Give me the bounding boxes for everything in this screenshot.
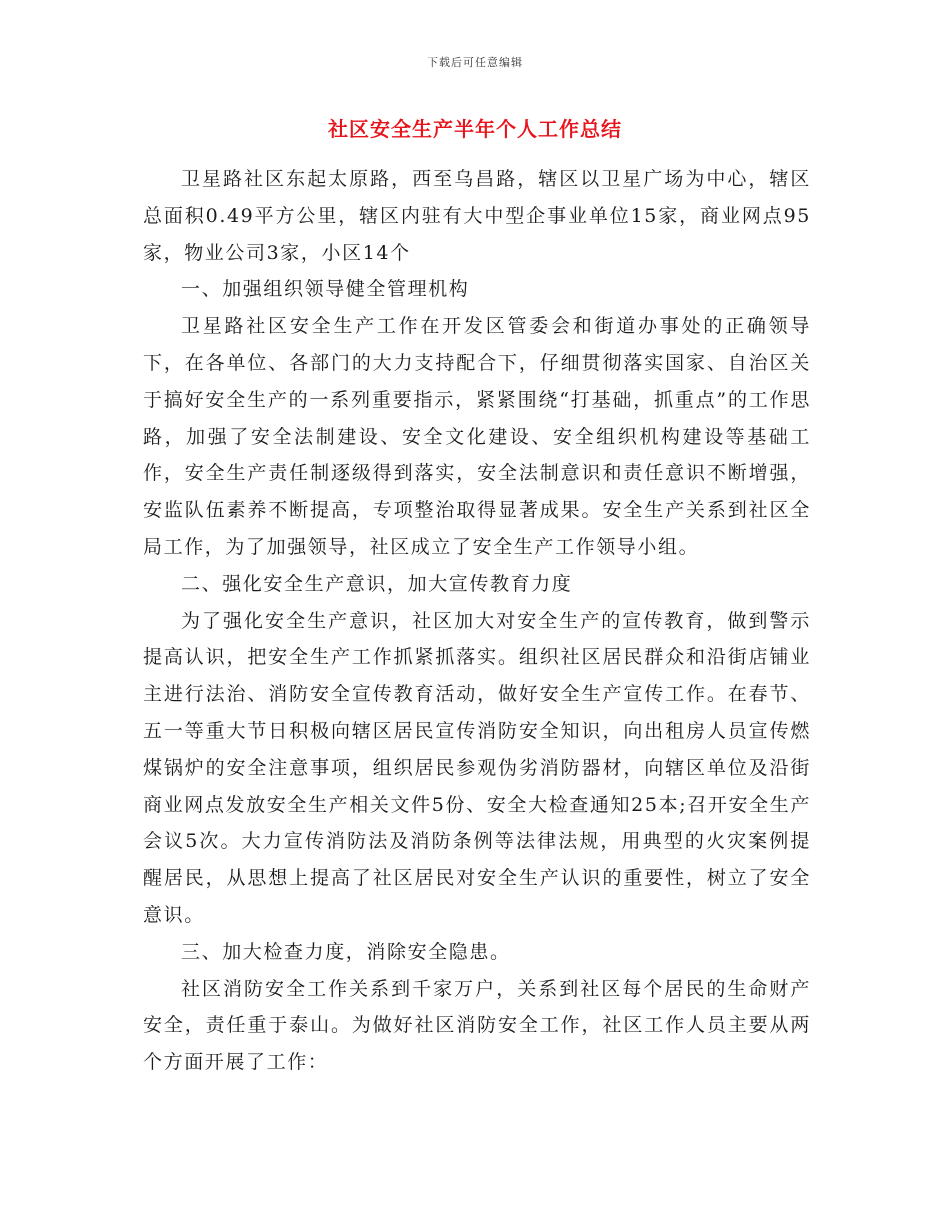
document-body: [143, 161, 811, 1081]
page-header-note: 下载后可任意编辑: [427, 56, 523, 69]
paragraph-intro: 卫星路社区东起太原路，西至乌昌路，辖区以卫星广场为中心，辖区总面积0.49平方公里，辖区内驻有大中型企事业单位15家，商业网点95家，物业公司3家，小区14个: [143, 168, 811, 264]
section-heading-1: 一、加强组织领导健全管理机构: [181, 278, 470, 301]
document-title: 社区安全生产半年个人工作总结: [328, 117, 622, 141]
section-heading-3: 三、加大检查力度，消除安全隐患。: [181, 940, 511, 963]
paragraph-section-2: 为了强化安全生产意识，社区加大对安全生产的宣传教育，做到警示提高认识，把安全生产工作抓紧抓落实。组织社区居民群众和沿街店铺业主进行法治、消防安全宣传教育活动，做好安全生产宣传工作。在春节、五一等重大节日积极向辖区居民宣传消防安全知识，向出租房人员宣传燃煤锅炉的安全注意事项，组织居民参观伪劣消防器材，向辖区单位及沿街商业网点发放安全生产相关文件5份、安全大检查通知25本;召开安全生产会议5次。大力宣传消防法及消防条例等法律法规，用典型的火灾案例提醒居民，从思想上提高了社区居民对安全生产认识的重要性，树立了安全意识。: [143, 609, 811, 926]
section-heading-2: 二、强化安全生产意识，加大宣传教育力度: [181, 572, 573, 595]
paragraph-section-1: 卫星路社区安全生产工作在开发区管委会和街道办事处的正确领导下，在各单位、各部门的大力支持配合下，仔细贯彻落实国家、自治区关于搞好安全生产的一系列重要指示，紧紧围绕“打基础，抓重点”的工作思路，加强了安全法制建设、安全文化建设、安全组织机构建设等基础工作，安全生产责任制逐级得到落实，安全法制意识和责任意识不断增强，安监队伍素养不断提高，专项整治取得显著成果。安全生产关系到社区全局工作，为了加强领导，社区成立了安全生产工作领导小组。: [143, 315, 811, 558]
paragraph-section-3: 社区消防安全工作关系到千家万户，关系到社区每个居民的生命财产安全，责任重于泰山。为做好社区消防安全工作，社区工作人员主要从两个方面开展了工作：: [143, 977, 811, 1074]
